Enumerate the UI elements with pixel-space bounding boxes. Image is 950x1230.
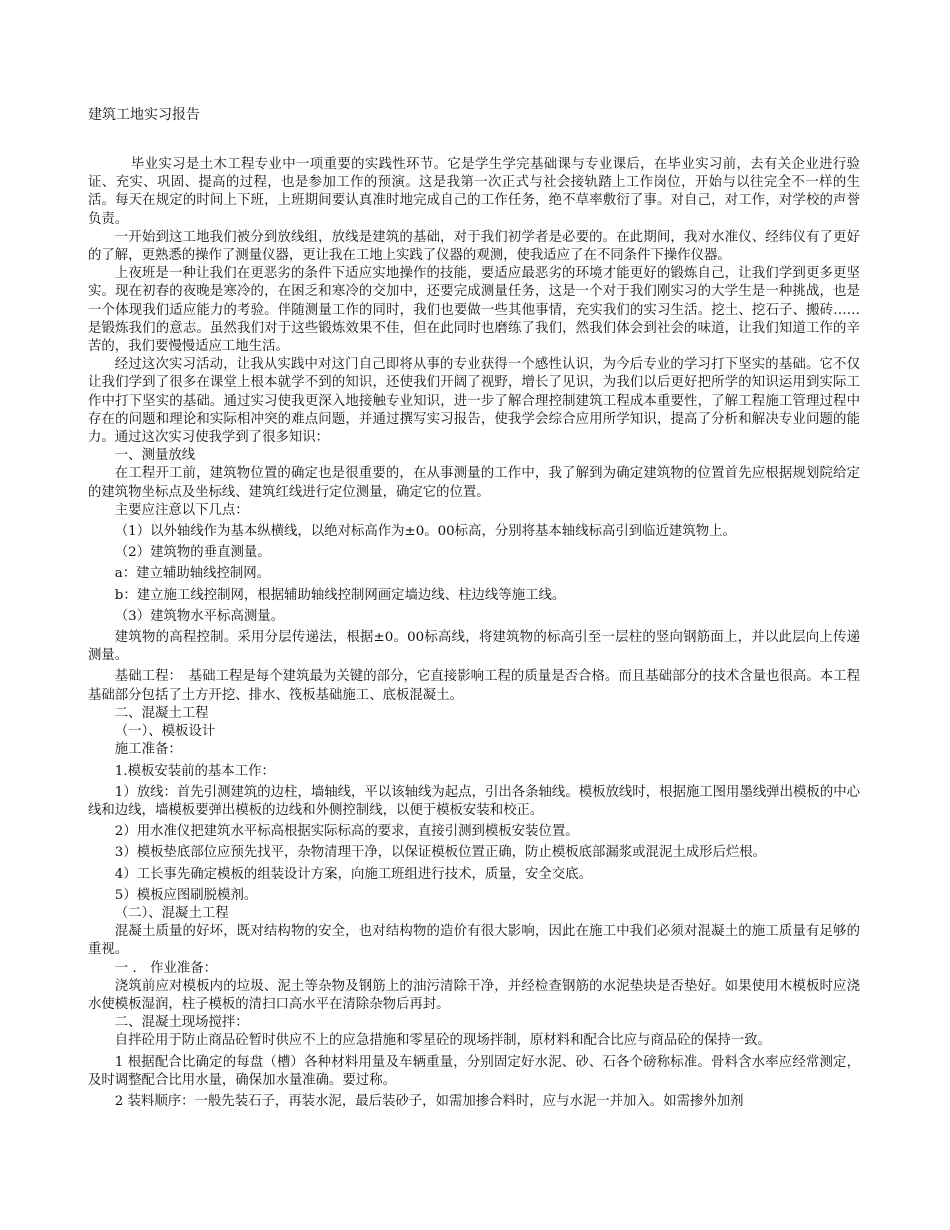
paragraph-foundation: 基础工程： 基础工程是每个建筑最为关键的部分，它直接影响工程的质量是否合格。而且基础部分的技术含量也很高。本工程基础部分包括了土方开挖、排水、筏板基础施工、底板混凝土。	[88, 669, 860, 703]
list-item-base: 3）模板垫底部位应预先找平，杂物清理干净，以保证模板位置正确，防止模板底部漏浆或混泥土成形后烂根。	[114, 845, 767, 861]
list-heading-work-prep: 一 ． 作业准备：	[114, 960, 218, 976]
section-heading-survey: 一、测量放线	[114, 448, 196, 464]
list-item-release-agent: 5）模板应图刷脱模剂。	[114, 887, 258, 903]
paragraph-intro: 毕业实习是土木工程专业中一项重要的实践性环节。它是学生学完基础课与专业课后，在毕业实习前，去有关企业进行验证、充实、巩固、提高的过程，也是参加工作的预演。这是我第一次正式与社会接轨踏上工作岗位，开始与以往完全不一样的生活。每天在规定的时间上下班，上班期间要认真准时地完成自己的工作任务，绝不草率敷衍了事。对自己，对工作，对学校的声誉负责。	[88, 157, 860, 227]
paragraph-concrete-quality: 混凝土质量的好坏，既对结构物的安全，也对结构物的造价有很大影响，因此在施工中我们必须对混凝土的施工质量有足够的重视。	[88, 924, 860, 958]
paragraph-site-mix: 自拌砼用于防止商品砼暂时供应不上的应急措施和零星砼的现场拌制，原材料和配合比应与商品砼的保持一致。	[114, 1033, 771, 1049]
list-item-loading-order: 2 装料顺序：一般先装石子，再装水泥，最后装砂子，如需加掺合料时，应与水泥一并加入。如需掺外加剂	[114, 1093, 744, 1109]
paragraph-key-points: 主要应注意以下几点：	[114, 502, 249, 518]
list-item-level: （3）建筑物水平标高测量。	[114, 608, 285, 624]
list-item-foreman: 4）工长事先确定模板的组装设计方案，向施工班组进行技术，质量，安全交底。	[114, 866, 592, 882]
paragraph-night-shift: 上夜班是一种让我们在更恶劣的条件下适应实地操作的技能，要适应最恶劣的环境才能更好的锻炼自己，让我们学到更多更坚实。现在初春的夜晚是寒冷的，在困乏和寒冷的交加中，还要完成测量任务，这是一个对于我们刚实习的大学生是一种挑战，也是一个体现我们适应能力的考验。伴随测量工作的同时，我们也要做一些其他事情，充实我们的实习生活。挖土、挖石子、搬砖……是锻炼我们的意志。虽然我们对于这些锻炼效果不佳，但在此同时也磨练了我们，然我们体会到社会的味道，让我们知道工作的辛苦的，我们要慢慢适应工地生活。	[88, 266, 860, 355]
list-item-mix-ratio: 1 根据配合比确定的每盘（槽）各种材料用量及车辆重量，分别固定好水泥、砂、石各个磅称标准。骨料含水率应经常测定，及时调整配合比用水量，确保加水量准确。要过称。	[88, 1054, 860, 1088]
list-item-a: a：建立辅助轴线控制网。	[114, 566, 271, 582]
paragraph-preparation: 施工准备：	[114, 742, 182, 758]
list-item-leveling: 2）用水准仪把建筑水平标高根据实际标高的要求，直接引测到模板安装位置。	[114, 824, 579, 840]
document-page	[88, 104, 860, 1111]
list-item-b: b：建立施工线控制网，根据辅助轴线控制网画定墙边线、柱边线等施工线。	[114, 587, 566, 603]
subsection-heading-concrete-work: （二）、混凝土工程	[114, 905, 229, 921]
paragraph-survey-group: 一开始到这工地我们被分到放线组，放线是建筑的基础，对于我们初学者是必要的。在此期间，我对水准仪、经纬仪有了更好的了解，更熟悉的操作了测量仪器，更让我在工地上实践了仪器的观测，使我适应了在不同条件下操作仪器。	[88, 229, 860, 264]
section-heading-concrete: 二、混凝土工程	[114, 705, 209, 721]
list-item-axis: （1）以外轴线作为基本纵横线，以绝对标高作为±0。00标高，分别将基本轴线标高引到临近建筑物上。	[114, 524, 736, 540]
paragraph-positioning: 在工程开工前，建筑物位置的确定也是很重要的，在从事测量的工作中，我了解到为确定建筑物的位置首先应根据规划院给定的建筑物坐标点及坐标线、建筑红线进行定位测量，确定它的位置。	[88, 466, 860, 500]
subsection-heading-formwork: （一）、模板设计	[114, 724, 216, 740]
paragraph-summary: 经过这次实习活动，让我从实践中对这门自己即将从事的专业获得一个感性认识，为今后专业的学习打下坚实的基础。它不仅让我们学到了很多在课堂上根本就学不到的知识，还使我们开阔了视野，增长了见识，为我们以后更好把所学的知识运用到实际工作中打下坚实的基础。通过实习使我更深入地接触专业知识，进一步了解合理控制建筑工程成本重要性，了解工程施工管理过程中存在的问题和理论和实际相冲突的难点问题，并通过撰写实习报告，使我学会综合应用所学知识，提高了分析和解决专业问题的能力。通过这次实习使我学到了很多知识：	[88, 357, 860, 446]
paragraph-elevation: 建筑物的高程控制。采用分层传递法，根据±0。00标高线，将建筑物的标高引至一层柱的竖向钢筋面上，并以此层向上传递测量。	[88, 630, 860, 664]
list-item-vertical: （2）建筑物的垂直测量。	[114, 545, 271, 561]
document-title: 建筑工地实习报告	[88, 107, 200, 123]
list-heading-site-mixing: 二、混凝土现场搅拌：	[114, 1015, 249, 1031]
paragraph-pour-prep: 浇筑前应对模板内的垃圾、泥土等杂物及钢筋上的油污清除干净，并经检查钢筋的水泥垫块是否垫好。如果使用木模板时应浇水使模板湿润，柱子模板的清扫口高水平在清除杂物后再封。	[88, 978, 860, 1012]
list-item-setting-out: 1）放线：首先引测建筑的边柱，墙轴线，平以该轴线为起点，引出各条轴线。模板放线时，根据施工图用墨线弹出模板的中心线和边线，墙模板要弹出模板的边线和外侧控制线，以便于模板安装和校正。	[88, 784, 860, 818]
list-item-formwork-basics: 1.模板安装前的基本工作：	[114, 763, 275, 779]
